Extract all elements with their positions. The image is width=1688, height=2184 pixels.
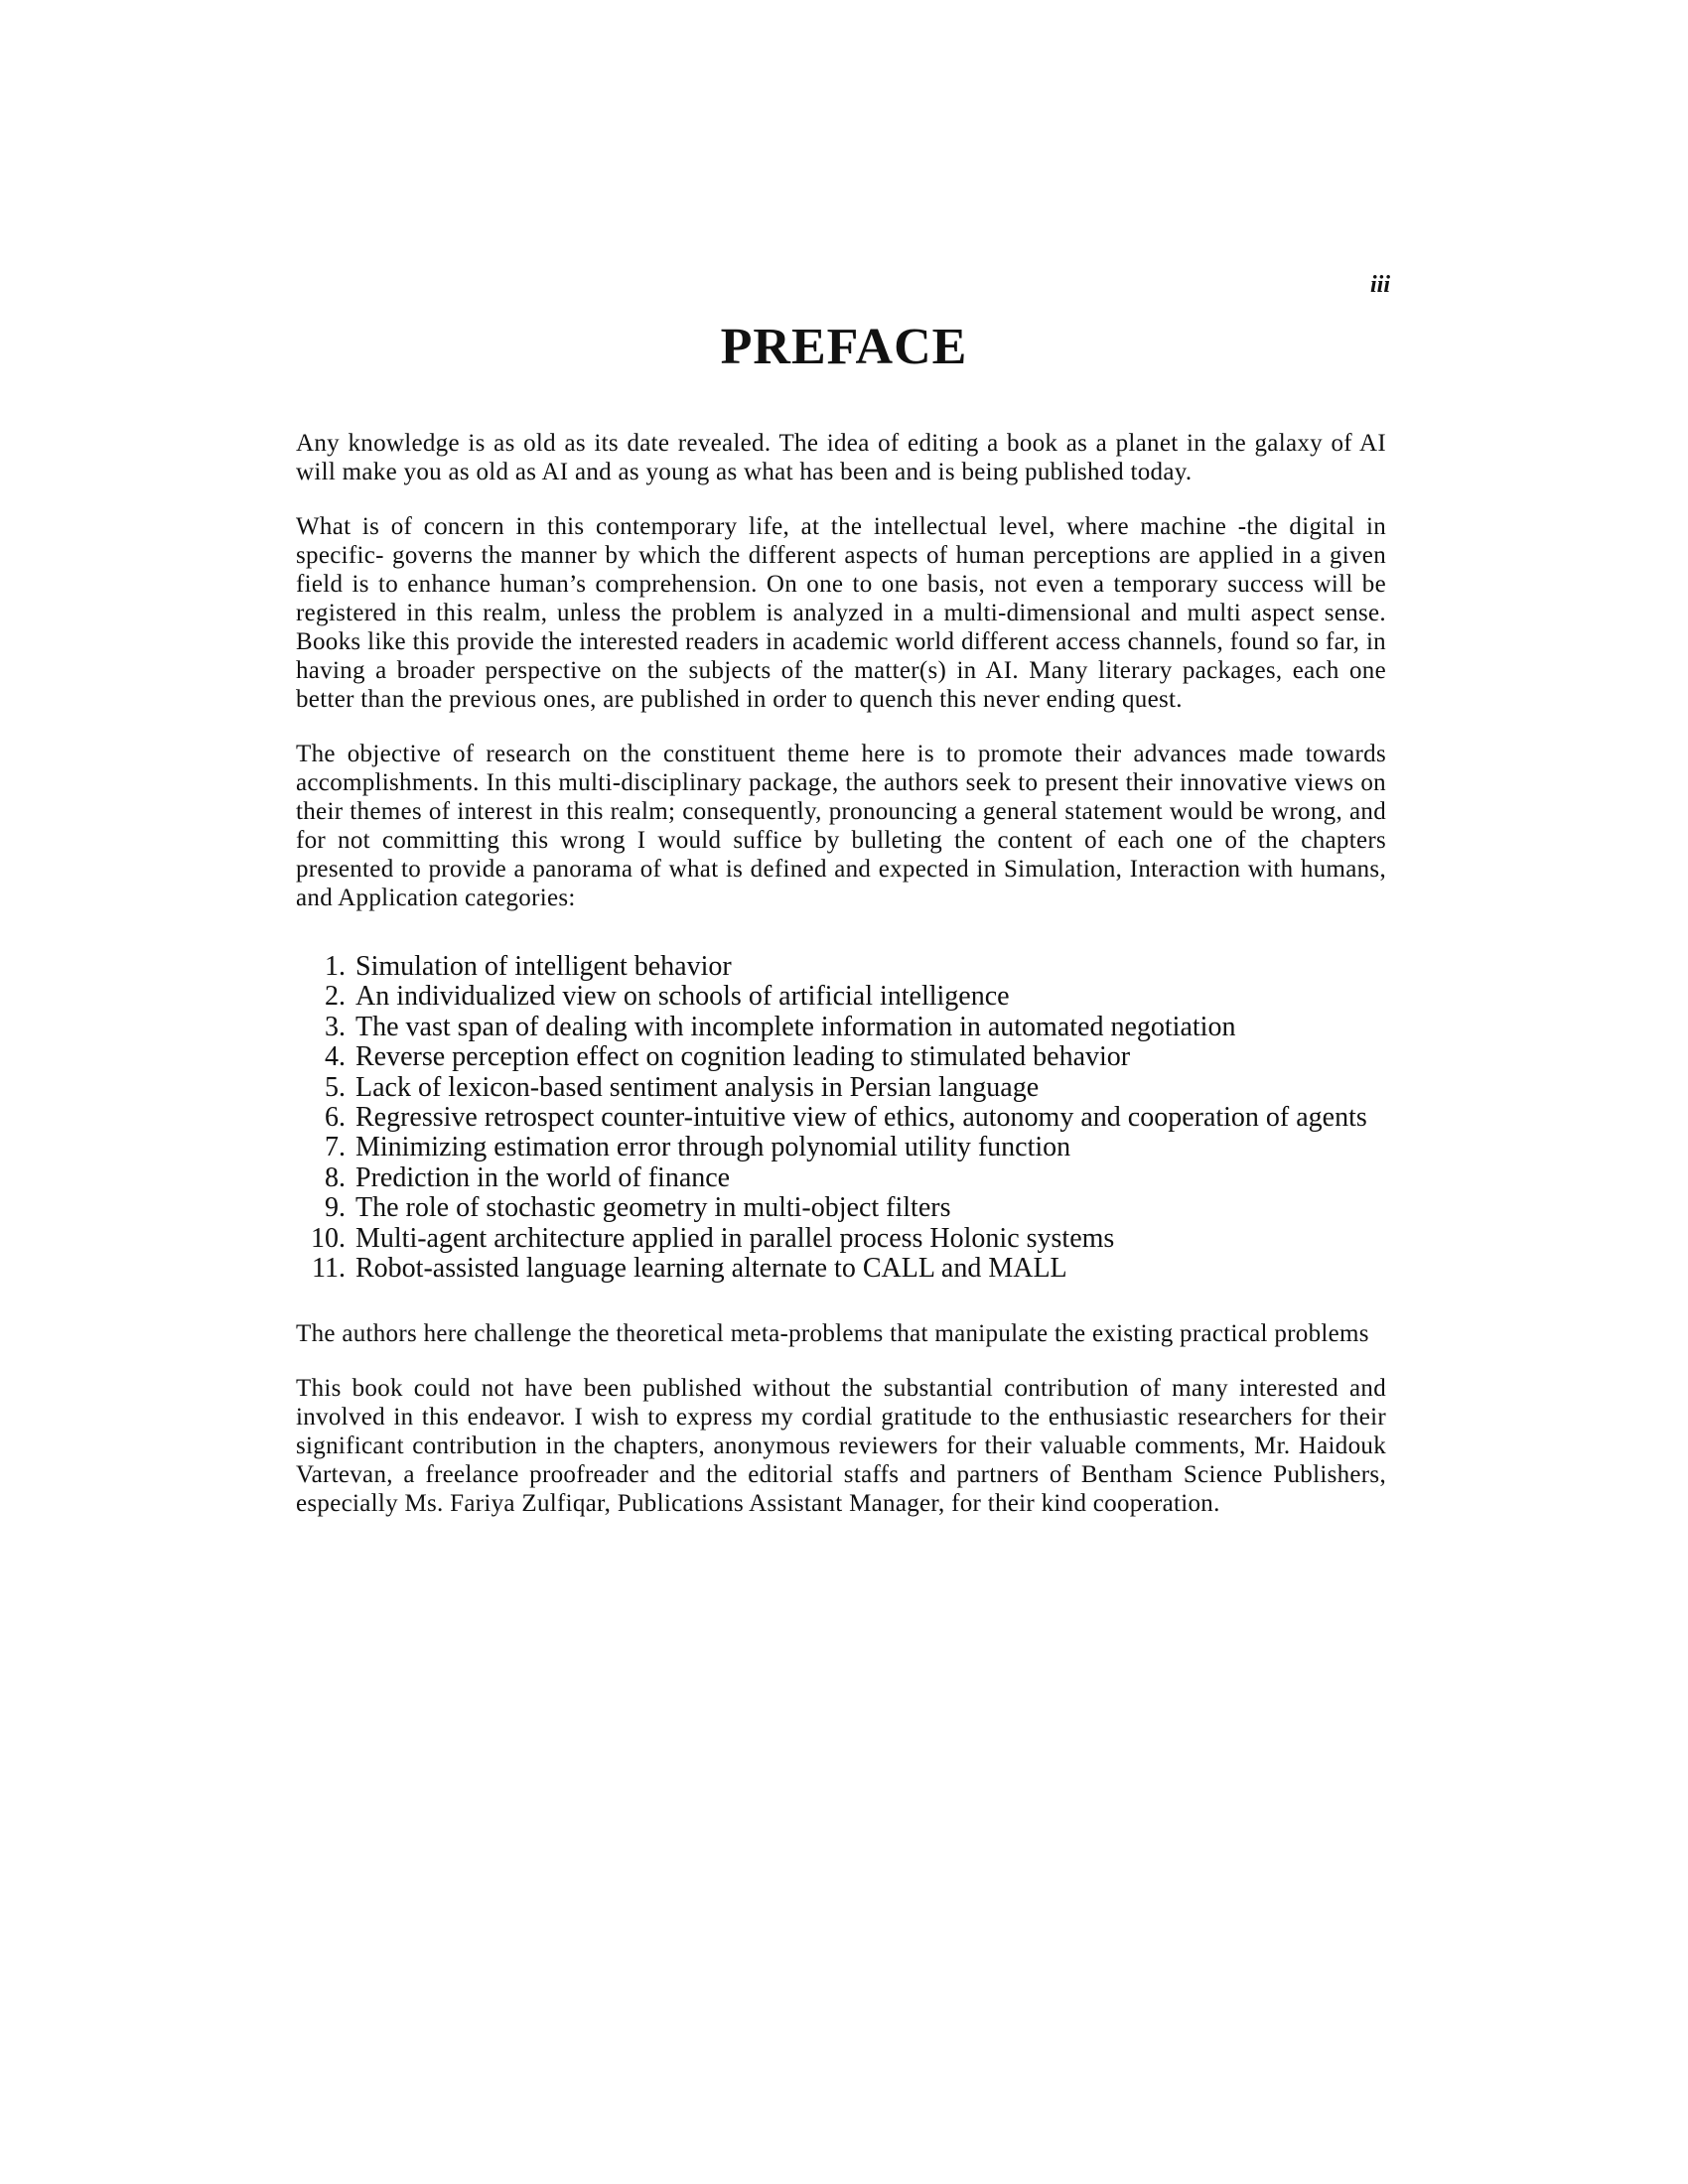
- list-item: [296, 1103, 1386, 1133]
- list-item: [296, 1193, 1386, 1223]
- list-item-number: 11.: [312, 1253, 346, 1285]
- list-item: [296, 982, 1386, 1012]
- paragraph-objective: The objective of research on the constituent theme here is to promote their advances made towards accomplishments. In this multi-disciplinary package, the authors seek to present their innovative views on their themes of interest in this realm; consequently, pronouncing a general statement would be wrong, and for not committing this wrong I would suffice by bulleting the content of each one of the chapters presented to provide a panorama of what is defined and expected in Simulation, Interaction with humans, and Application categories:: [296, 741, 1386, 911]
- paragraph-intro: Any knowledge is as old as its date revealed. The idea of editing a book as a planet in the galaxy of AI will make you as old as AI and as young as what has been and is being published today.: [296, 430, 1386, 485]
- list-item-number: 3.: [325, 1011, 346, 1042]
- list-item: [296, 1042, 1386, 1072]
- list-item-number: 5.: [325, 1071, 346, 1103]
- list-item-text: Reverse perception effect on cognition leading to stimulated behavior: [355, 1041, 1131, 1073]
- list-item-number: 10.: [311, 1222, 346, 1254]
- list-item-number: 1.: [325, 951, 346, 982]
- paragraph-concern: What is of concern in this contemporary life, at the intellectual level, where machine -the digital in specific- governs the manner by which the different aspects of human perceptions are applied in a given field is to enhance human’s comprehension. On one to one basis, not even a temporary success will be registered in this realm, unless the problem is analyzed in a multi-dimensional and multi aspect sense. Books like this provide the interested readers in academic world different access channels, found so far, in having a broader perspective on the subjects of the matter(s) in AI. Many literary packages, each one better than the previous ones, are published in order to quench this never ending quest.: [296, 513, 1386, 713]
- list-item-text: Multi-agent architecture applied in parallel process Holonic systems: [355, 1222, 1115, 1254]
- list-item-number: 7.: [325, 1132, 346, 1163]
- chapter-list: [296, 952, 1386, 1284]
- page-number: iii: [1369, 272, 1390, 298]
- list-item-text: Lack of lexicon-based sentiment analysis in Persian language: [355, 1071, 1040, 1103]
- list-item: [296, 952, 1386, 982]
- page-title: PREFACE: [720, 319, 968, 375]
- list-item: [296, 1073, 1386, 1103]
- list-item-text: The vast span of dealing with incomplete information in automated negotiation: [355, 1011, 1236, 1042]
- paragraph-challenge: The authors here challenge the theoretical meta-problems that manipulate the existing practical problems: [296, 1320, 1369, 1348]
- list-item-number: 8.: [325, 1161, 346, 1193]
- list-item: [296, 1133, 1386, 1162]
- paragraph-acknowledgement: This book could not have been published without the substantial contribution of many interested and involved in this endeavor. I wish to express my cordial gratitude to the enthusiastic researchers for their significant contribution in the chapters, anonymous reviewers for their valuable comments, Mr. Haidouk Vartevan, a freelance proofreader and the editorial staffs and partners of Bentham Science Publishers, especially Ms. Fariya Zulfiqar, Publications Assistant Manager, for their kind cooperation.: [296, 1375, 1386, 1518]
- preface-body: [296, 429, 1386, 1544]
- list-item: [296, 1013, 1386, 1042]
- list-item-text: Prediction in the world of finance: [355, 1161, 731, 1193]
- list-item-text: Simulation of intelligent behavior: [355, 951, 732, 982]
- list-item-number: 9.: [325, 1192, 346, 1224]
- list-item-text: The role of stochastic geometry in multi-object filters: [355, 1192, 951, 1224]
- list-item-number: 6.: [325, 1102, 346, 1134]
- list-item-text: Robot-assisted language learning alternate to CALL and MALL: [355, 1253, 1067, 1285]
- list-item-text: Regressive retrospect counter-intuitive view of ethics, autonomy and cooperation of agents: [355, 1102, 1367, 1134]
- list-item-text: Minimizing estimation error through polynomial utility function: [355, 1132, 1071, 1163]
- list-item: [296, 1254, 1386, 1284]
- list-item: [296, 1224, 1386, 1254]
- list-item-number: 2.: [325, 981, 346, 1013]
- list-item: [296, 1163, 1386, 1193]
- list-item-number: 4.: [325, 1041, 346, 1073]
- list-item-text: An individualized view on schools of artificial intelligence: [355, 981, 1010, 1013]
